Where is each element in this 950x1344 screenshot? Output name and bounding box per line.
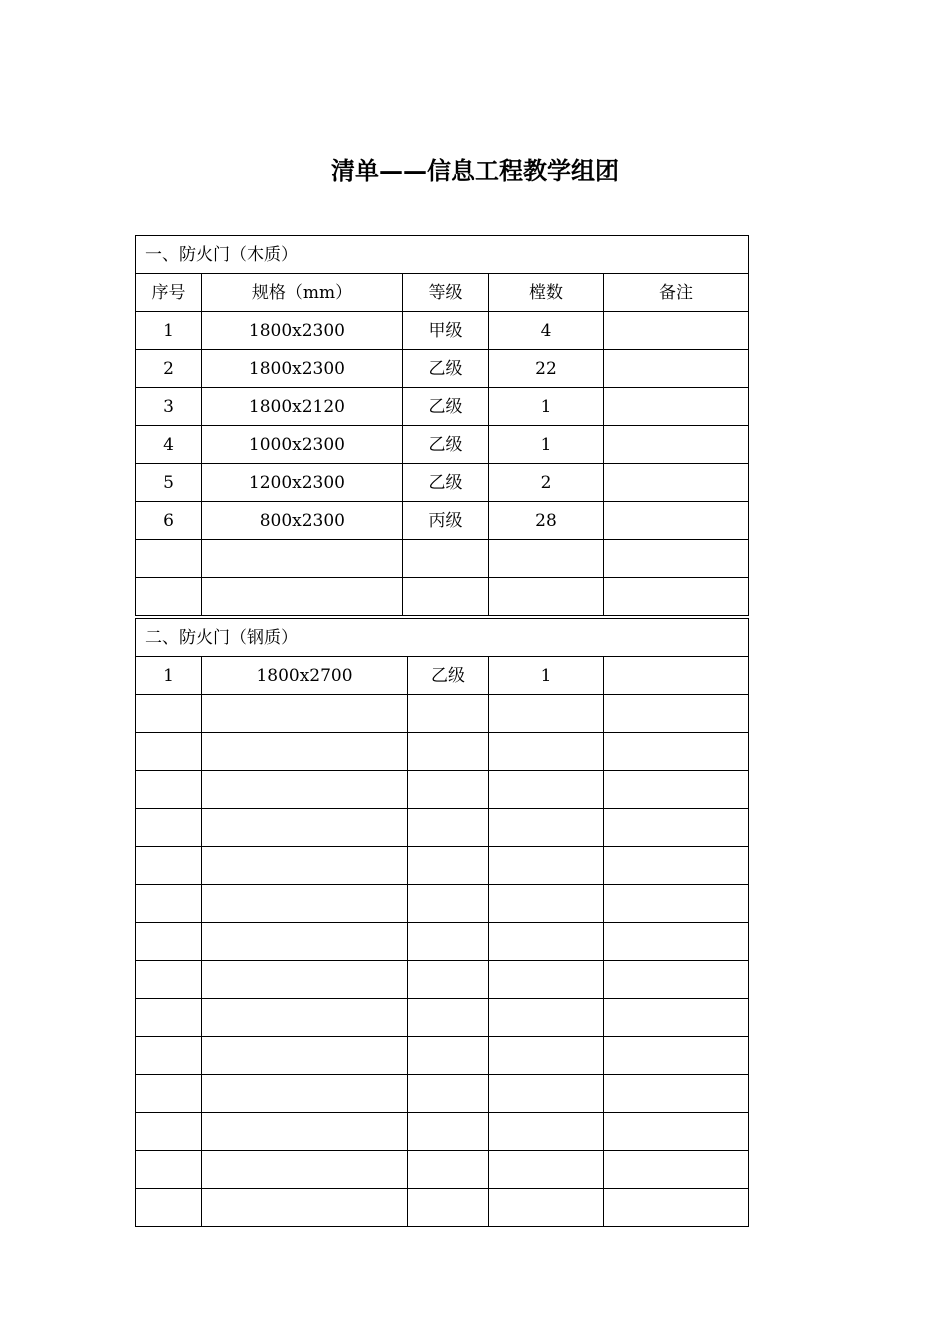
cell-count: [489, 1075, 604, 1113]
cell-spec: [202, 923, 408, 961]
cell-count: [489, 540, 604, 578]
column-header-count: 樘数: [489, 274, 604, 312]
cell-count: [489, 961, 604, 999]
cell-grade: [408, 885, 489, 923]
cell-no: [136, 695, 202, 733]
cell-grade: [408, 961, 489, 999]
cell-no: [136, 771, 202, 809]
cell-spec: [202, 1189, 408, 1227]
cell-note: [604, 885, 749, 923]
cell-note: [604, 771, 749, 809]
cell-no: 1: [136, 312, 202, 350]
cell-no: [136, 733, 202, 771]
table-row: [136, 426, 749, 464]
cell-note: [604, 312, 749, 350]
cell-note: [604, 350, 749, 388]
cell-spec: [202, 1037, 408, 1075]
cell-count: [489, 1113, 604, 1151]
cell-spec: 1800x2300: [202, 312, 403, 350]
cell-no: 1: [136, 657, 202, 695]
cell-no: 3: [136, 388, 202, 426]
cell-count: [489, 695, 604, 733]
cell-no: [136, 847, 202, 885]
cell-count: [489, 999, 604, 1037]
wooden-fire-door-table: [135, 235, 749, 616]
cell-note: [604, 1151, 749, 1189]
cell-grade: [408, 847, 489, 885]
cell-count: 28: [489, 502, 604, 540]
cell-no: [136, 1113, 202, 1151]
cell-note: [604, 923, 749, 961]
cell-spec: [202, 1113, 408, 1151]
table-row: [136, 1075, 749, 1113]
cell-count: [489, 847, 604, 885]
table-row: [136, 847, 749, 885]
cell-spec: [202, 809, 408, 847]
cell-count: 22: [489, 350, 604, 388]
cell-note: [604, 695, 749, 733]
column-header-no: 序号: [136, 274, 202, 312]
table-row: [136, 923, 749, 961]
table-row: [136, 1113, 749, 1151]
cell-spec: [202, 1151, 408, 1189]
cell-note: [604, 999, 749, 1037]
cell-grade: [408, 733, 489, 771]
cell-note: [604, 1189, 749, 1227]
cell-grade: 乙级: [403, 426, 489, 464]
section-heading: 一、防火门（木质）: [136, 236, 749, 274]
cell-count: [489, 578, 604, 616]
cell-spec: [202, 1075, 408, 1113]
cell-note: [604, 733, 749, 771]
cell-count: 1: [489, 657, 604, 695]
cell-count: [489, 1037, 604, 1075]
table-row: [136, 578, 749, 616]
cell-no: 4: [136, 426, 202, 464]
cell-no: [136, 809, 202, 847]
cell-no: [136, 961, 202, 999]
cell-grade: 甲级: [403, 312, 489, 350]
table-row: [136, 1037, 749, 1075]
steel-fire-door-table: [135, 618, 749, 1227]
table-row: [136, 809, 749, 847]
cell-grade: [408, 695, 489, 733]
cell-grade: 乙级: [403, 388, 489, 426]
table-row: [136, 733, 749, 771]
cell-note: [604, 1037, 749, 1075]
cell-spec: 1800x2120: [202, 388, 403, 426]
cell-spec: 800x2300: [202, 502, 403, 540]
cell-note: [604, 578, 749, 616]
cell-note: [604, 1113, 749, 1151]
cell-note: [604, 464, 749, 502]
cell-count: 1: [489, 426, 604, 464]
cell-count: [489, 809, 604, 847]
section-heading-row: [136, 236, 749, 274]
cell-spec: [202, 540, 403, 578]
table-row: [136, 502, 749, 540]
cell-grade: [408, 1189, 489, 1227]
cell-no: [136, 1151, 202, 1189]
cell-count: [489, 733, 604, 771]
cell-grade: [408, 809, 489, 847]
cell-grade: [408, 1113, 489, 1151]
table-row: [136, 1189, 749, 1227]
cell-spec: [202, 771, 408, 809]
cell-spec: [202, 578, 403, 616]
cell-count: 2: [489, 464, 604, 502]
table-row: [136, 540, 749, 578]
cell-count: 4: [489, 312, 604, 350]
cell-count: [489, 771, 604, 809]
cell-grade: [408, 771, 489, 809]
cell-grade: 乙级: [403, 350, 489, 388]
cell-spec: [202, 847, 408, 885]
section-heading-row: [136, 619, 749, 657]
cell-grade: [408, 1151, 489, 1189]
cell-grade: [403, 578, 489, 616]
cell-note: [604, 388, 749, 426]
cell-note: [604, 847, 749, 885]
cell-count: [489, 1189, 604, 1227]
cell-no: [136, 578, 202, 616]
cell-spec: [202, 961, 408, 999]
cell-spec: 1200x2300: [202, 464, 403, 502]
table-row: [136, 464, 749, 502]
cell-grade: [408, 1075, 489, 1113]
cell-no: [136, 1037, 202, 1075]
cell-spec: [202, 695, 408, 733]
cell-spec: [202, 733, 408, 771]
cell-no: 6: [136, 502, 202, 540]
cell-no: 2: [136, 350, 202, 388]
cell-grade: 乙级: [403, 464, 489, 502]
cell-spec: [202, 885, 408, 923]
cell-spec: [202, 999, 408, 1037]
cell-count: [489, 885, 604, 923]
cell-grade: [408, 1037, 489, 1075]
table-row: [136, 657, 749, 695]
cell-count: [489, 923, 604, 961]
table-row: [136, 312, 749, 350]
cell-no: [136, 923, 202, 961]
cell-spec: 1800x2700: [202, 657, 408, 695]
cell-grade: 丙级: [403, 502, 489, 540]
cell-grade: [403, 540, 489, 578]
cell-note: [604, 657, 749, 695]
cell-grade: [408, 999, 489, 1037]
table-row: [136, 388, 749, 426]
cell-count: 1: [489, 388, 604, 426]
cell-no: 5: [136, 464, 202, 502]
cell-note: [604, 961, 749, 999]
cell-grade: [408, 923, 489, 961]
header-row: [136, 274, 749, 312]
cell-spec: 1000x2300: [202, 426, 403, 464]
document-title: 清单——信息工程教学组团: [331, 156, 619, 185]
cell-note: [604, 809, 749, 847]
cell-no: [136, 540, 202, 578]
cell-note: [604, 426, 749, 464]
column-header-spec: 规格（mm）: [202, 274, 403, 312]
cell-spec: 1800x2300: [202, 350, 403, 388]
cell-note: [604, 502, 749, 540]
table-row: [136, 695, 749, 733]
table-row: [136, 1151, 749, 1189]
table-row: [136, 771, 749, 809]
cell-grade: 乙级: [408, 657, 489, 695]
table-row: [136, 961, 749, 999]
cell-no: [136, 999, 202, 1037]
cell-count: [489, 1151, 604, 1189]
column-header-note: 备注: [604, 274, 749, 312]
column-header-grade: 等级: [403, 274, 489, 312]
section-heading: 二、防火门（钢质）: [136, 619, 749, 657]
cell-no: [136, 1075, 202, 1113]
cell-note: [604, 540, 749, 578]
table-row: [136, 999, 749, 1037]
table-row: [136, 885, 749, 923]
cell-no: [136, 885, 202, 923]
cell-note: [604, 1075, 749, 1113]
table-row: [136, 350, 749, 388]
cell-no: [136, 1189, 202, 1227]
